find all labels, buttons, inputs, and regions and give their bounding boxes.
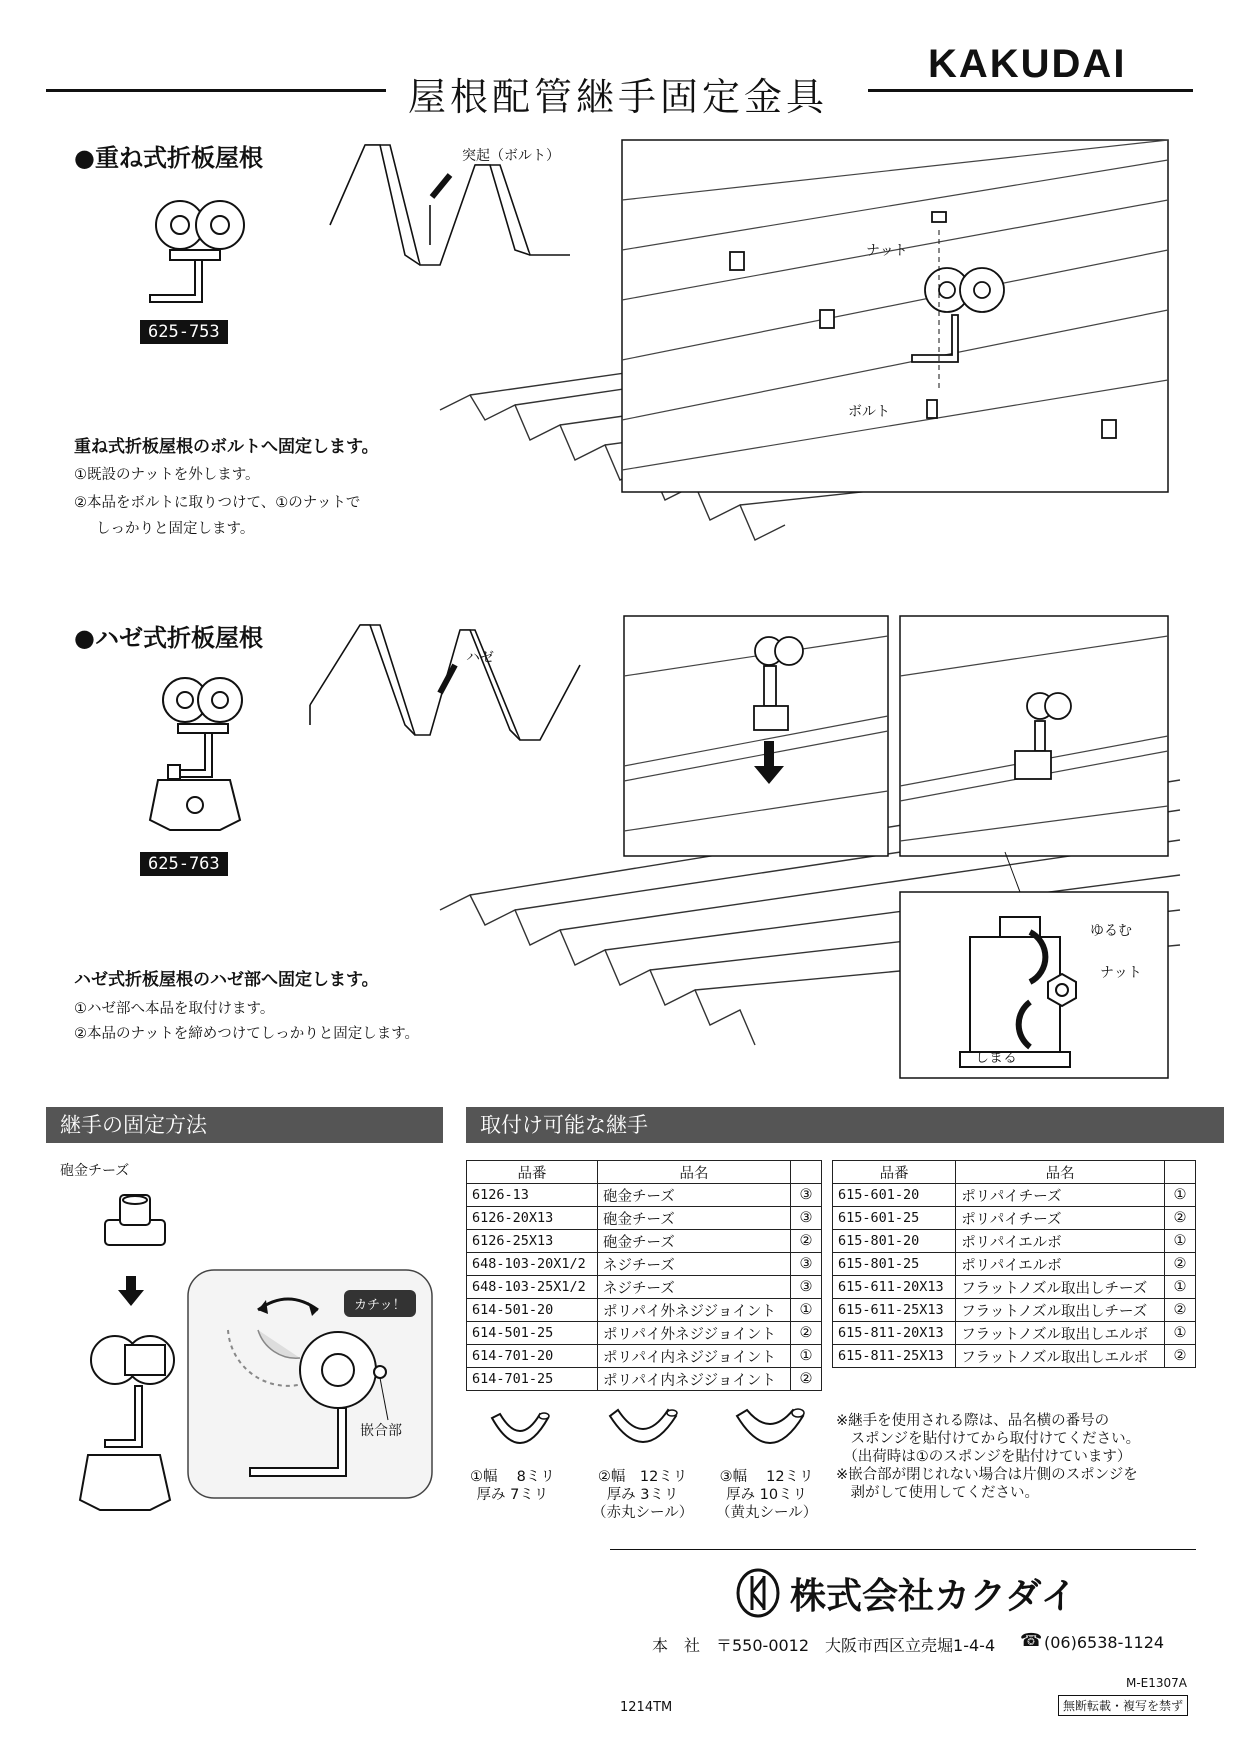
sponge-no: ② xyxy=(791,1230,822,1253)
part-no: 614-501-25 xyxy=(467,1322,598,1345)
sponge-2-seal: （赤丸シール） xyxy=(592,1505,694,1521)
seam-detail-frame-1 xyxy=(624,616,888,856)
part-no: 6126-20X13 xyxy=(467,1207,598,1230)
overlap-detail-frame xyxy=(622,140,1168,492)
table-row xyxy=(833,1253,1196,1276)
haze-callout: ハゼ xyxy=(466,650,494,666)
sponge-1-thickness: 厚み 7ミリ xyxy=(476,1487,549,1503)
part-no: 648-103-20X1/2 xyxy=(467,1253,598,1276)
table-header xyxy=(833,1161,1196,1184)
seam-roof-sketch xyxy=(310,625,580,755)
header-sponge xyxy=(1165,1161,1196,1184)
table-row xyxy=(467,1276,822,1299)
table-header xyxy=(467,1161,822,1184)
section1-step-1: ①既設のナットを外します。 xyxy=(74,467,260,483)
joints-table-left xyxy=(466,1160,822,1391)
sponge-3-icon xyxy=(735,1408,805,1458)
sponge-no: ① xyxy=(791,1345,822,1368)
part-no: 614-701-20 xyxy=(467,1345,598,1368)
company-address: 本 社 〒550-0012 大阪市西区立売堀1-4-4 xyxy=(652,1636,996,1655)
sponge-no: ① xyxy=(791,1299,822,1322)
note-line: 剥がして使用してください。 xyxy=(836,1485,1039,1501)
part-no: 615-611-25X13 xyxy=(833,1299,956,1322)
tighten-label: しまる xyxy=(975,1050,1017,1066)
tee-fitting-illustration xyxy=(100,1195,170,1255)
part-name: 砲金チーズ xyxy=(597,1207,790,1230)
header-rule-left xyxy=(46,89,386,92)
company-phone: (06)6538-1124 xyxy=(1044,1633,1165,1652)
part-no: 614-501-20 xyxy=(467,1299,598,1322)
sponge-no: ③ xyxy=(791,1276,822,1299)
sponge-2-thickness: 厚み 3ミリ xyxy=(606,1487,679,1503)
section1-lead: 重ね式折板屋根のボルトへ固定します。 xyxy=(74,437,379,457)
part-name: ポリパイ外ネジジョイント xyxy=(597,1322,790,1345)
sponge-no: ① xyxy=(1165,1230,1196,1253)
fixing-method-bar: 継手の固定方法 xyxy=(46,1107,443,1143)
part-name: ポリパイチーズ xyxy=(956,1184,1165,1207)
table-row xyxy=(833,1322,1196,1345)
part-no: 648-103-25X1/2 xyxy=(467,1276,598,1299)
sponge-no: ② xyxy=(791,1322,822,1345)
part-name: ポリパイ内ネジジョイント xyxy=(597,1368,790,1391)
table-row xyxy=(467,1368,822,1391)
bracket-625-753-illustration xyxy=(140,190,270,310)
footer-rule xyxy=(610,1549,1196,1550)
seam-detail-frame-2 xyxy=(900,616,1168,856)
copy-notice: 無断転載・複写を禁ず xyxy=(1058,1695,1188,1716)
table-row xyxy=(467,1184,822,1207)
joints-table-right xyxy=(832,1160,1196,1368)
table-row xyxy=(467,1345,822,1368)
sponge-no: ③ xyxy=(791,1253,822,1276)
header-sponge xyxy=(791,1161,822,1184)
part-name: フラットノズル取出しチーズ xyxy=(956,1276,1165,1299)
click-badge: カチッ！ xyxy=(344,1290,416,1317)
sponge-no: ② xyxy=(1165,1253,1196,1276)
doc-code: M-E1307A xyxy=(1126,1676,1188,1690)
assembled-bracket-illustration xyxy=(80,1330,190,1520)
part-no: 615-811-20X13 xyxy=(833,1322,956,1345)
sponge-no: ① xyxy=(1165,1276,1196,1299)
part-no: 614-701-25 xyxy=(467,1368,598,1391)
sponge-no: ③ xyxy=(791,1207,822,1230)
section2-step-2: ②本品のナットを締めつけてしっかりと固定します。 xyxy=(74,1026,420,1042)
sponge-1-spec xyxy=(470,1468,555,1504)
note-line: （出荷時は①のスポンジを貼付けています） xyxy=(836,1449,1132,1465)
bolt-label-1: ボルト xyxy=(848,404,890,420)
company-name: 株式会社カクダイ xyxy=(790,1576,1077,1617)
part-name: ポリパイエルボ xyxy=(956,1253,1165,1276)
sponge-no: ② xyxy=(1165,1345,1196,1368)
sponge-no: ② xyxy=(791,1368,822,1391)
table-row xyxy=(467,1299,822,1322)
section2-heading: ●ハゼ式折板屋根 xyxy=(74,624,263,652)
table-row xyxy=(833,1207,1196,1230)
part-no: 615-811-25X13 xyxy=(833,1345,956,1368)
part-name: フラットノズル取出しエルボ xyxy=(956,1345,1165,1368)
table-row xyxy=(467,1207,822,1230)
sponge-no: ② xyxy=(1165,1207,1196,1230)
header-rule-right xyxy=(868,89,1193,92)
table-row xyxy=(833,1184,1196,1207)
note-line: ※継手を使用される際は、品名横の番号の xyxy=(836,1413,1110,1429)
sponge-no: ① xyxy=(1165,1322,1196,1345)
sponge-3-thickness: 厚み 10ミリ xyxy=(726,1487,808,1503)
section1-step-3: しっかりと固定します。 xyxy=(96,521,255,537)
sponge-no: ③ xyxy=(791,1184,822,1207)
protrusion-callout: 突起（ボルト） xyxy=(462,148,560,164)
table-row xyxy=(833,1345,1196,1368)
company-logo-icon xyxy=(736,1568,780,1618)
note-line: ※嵌合部が閉じれない場合は片側のスポンジを xyxy=(836,1467,1138,1483)
usage-notes xyxy=(836,1412,1140,1502)
fitting-part-label: 嵌合部 xyxy=(360,1423,402,1439)
part-name: ポリパイ内ネジジョイント xyxy=(597,1345,790,1368)
sponge-3-width: ③幅 12ミリ xyxy=(719,1469,814,1485)
bracket-625-763-illustration xyxy=(150,670,260,840)
table-row xyxy=(833,1276,1196,1299)
part-no: 615-601-20 xyxy=(833,1184,956,1207)
sponge-no: ① xyxy=(1165,1184,1196,1207)
part-name: ネジチーズ xyxy=(597,1253,790,1276)
sponge-2-width: ②幅 12ミリ xyxy=(597,1469,688,1485)
note-line: スポンジを貼付けてから取付けてください。 xyxy=(836,1431,1141,1447)
print-code: 1214TM xyxy=(620,1700,673,1715)
tee-label: 砲金チーズ xyxy=(60,1163,130,1179)
model-tag-625-763: 625-763 xyxy=(140,852,228,876)
sponge-3-spec xyxy=(716,1468,817,1522)
nut-label-2: ナット xyxy=(1100,965,1142,981)
header-part-no: 品番 xyxy=(467,1161,598,1184)
part-name: 砲金チーズ xyxy=(597,1230,790,1253)
part-name: ポリパイチーズ xyxy=(956,1207,1165,1230)
part-no: 6126-13 xyxy=(467,1184,598,1207)
part-name: 砲金チーズ xyxy=(597,1184,790,1207)
part-name: ポリパイ外ネジジョイント xyxy=(597,1299,790,1322)
down-arrow-icon xyxy=(118,1276,144,1306)
part-no: 6126-25X13 xyxy=(467,1230,598,1253)
table-row xyxy=(833,1230,1196,1253)
section1-step-2: ②本品をボルトに取りつけて、①のナットで xyxy=(74,495,361,511)
section2-lead: ハゼ式折板屋根のハゼ部へ固定します。 xyxy=(74,970,379,990)
nut-label-1: ナット xyxy=(866,243,908,259)
sponge-3-seal: （黄丸シール） xyxy=(716,1505,818,1521)
page-title: 屋根配管継手固定金具 xyxy=(408,75,829,119)
header-part-no: 品番 xyxy=(833,1161,956,1184)
part-no: 615-611-20X13 xyxy=(833,1276,956,1299)
sponge-no: ② xyxy=(1165,1299,1196,1322)
header-part-name: 品名 xyxy=(956,1161,1165,1184)
table-row xyxy=(467,1230,822,1253)
part-name: ポリパイエルボ xyxy=(956,1230,1165,1253)
part-name: フラットノズル取出しチーズ xyxy=(956,1299,1165,1322)
sponge-1-width: ①幅 8ミリ xyxy=(470,1469,555,1485)
joints-bar: 取付け可能な継手 xyxy=(466,1107,1224,1143)
sponge-2-spec xyxy=(592,1468,693,1522)
part-name: ネジチーズ xyxy=(597,1276,790,1299)
section1-heading: ●重ね式折板屋根 xyxy=(74,144,263,172)
sponge-1-icon xyxy=(490,1408,550,1458)
table-row xyxy=(467,1322,822,1345)
table-row xyxy=(833,1299,1196,1322)
table-row xyxy=(467,1253,822,1276)
part-no: 615-601-25 xyxy=(833,1207,956,1230)
phone-icon: ☎ xyxy=(1020,1630,1043,1651)
model-tag-625-753: 625-753 xyxy=(140,320,228,344)
part-name: フラットノズル取出しエルボ xyxy=(956,1322,1165,1345)
loosen-label: ゆるむ xyxy=(1090,923,1132,939)
part-no: 615-801-20 xyxy=(833,1230,956,1253)
header-part-name: 品名 xyxy=(597,1161,790,1184)
part-no: 615-801-25 xyxy=(833,1253,956,1276)
brand-logo: KAKUDAI xyxy=(928,42,1127,86)
section2-step-1: ①ハゼ部へ本品を取付けます。 xyxy=(74,1001,275,1017)
sponge-2-icon xyxy=(608,1408,678,1458)
